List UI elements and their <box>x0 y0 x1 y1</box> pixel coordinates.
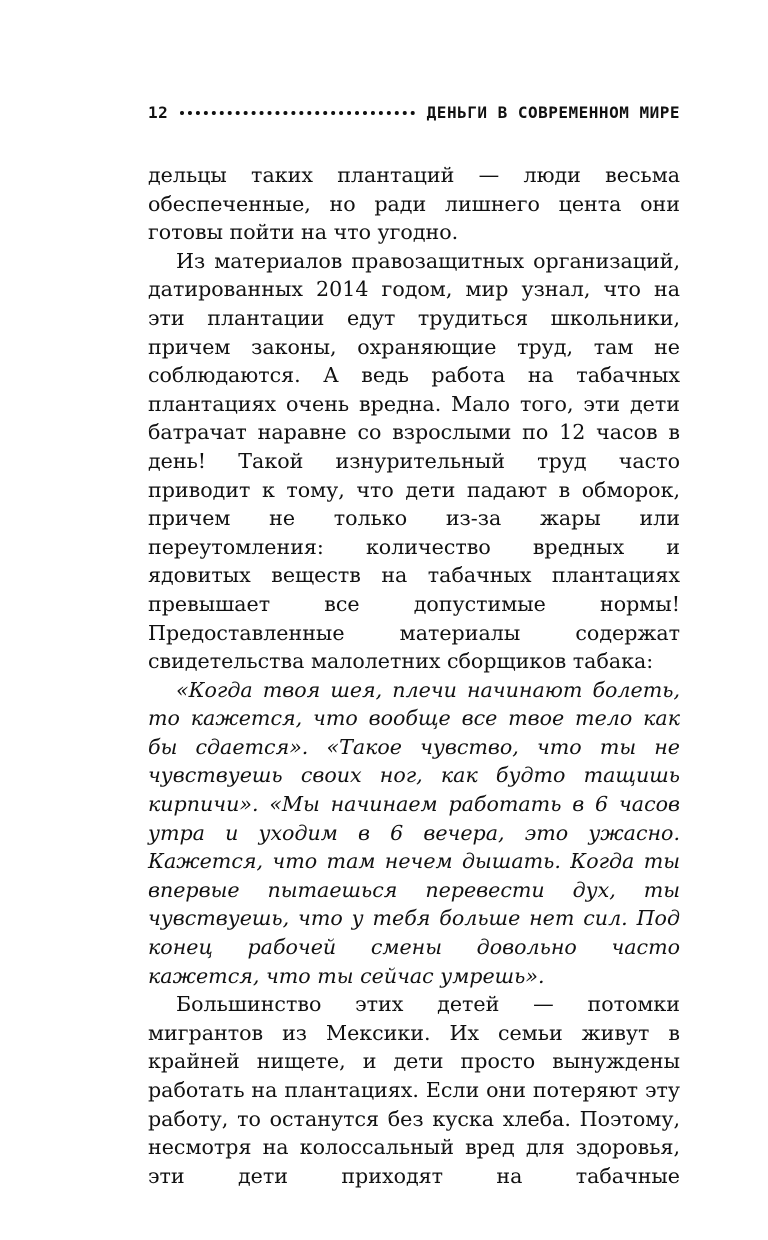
page-number: 12 <box>148 103 169 122</box>
paragraph: Из материалов правозащитных организаций, датированных 2014 годом, мир узнал, что на эти плантации едут трудиться школьники, причем законы, охраняющие труд, там не соблюдаются. А ведь работа на табачных плантациях очень вредна. Мало того, эти дети батрачат наравне со взрослыми по 12 часов в день! Такой изнурительный труд часто приводит к тому, что дети падают в обморок, причем не только из-за жары или переутомления: количество вредных и ядовитых веществ на табачных плантациях превышает все допустимые нормы! Предоставленные материалы содержат свидетельства малолетних сборщиков табака: <box>148 248 680 674</box>
running-header <box>148 103 680 122</box>
running-title: ДЕНЬГИ В СОВРЕМЕННОМ МИРЕ <box>426 103 680 122</box>
paragraph-continued: дельцы таких плантаций — люди весьма обеспеченные, но ради лишнего цента они готовы пойти на что угодно. <box>148 163 680 245</box>
paragraph: Большинство этих детей — потомки мигрантов из Мексики. Их семьи живут в крайней нищете, и дети просто вынуждены работать на плантациях. Если они потеряют эту работу, то останутся без куска хлеба. Поэтому, несмотря на колоссальный вред для здоровья, эти дети приходят на табачные <box>148 992 680 1188</box>
leader-dots <box>180 111 414 115</box>
quote-paragraph: «Когда твоя шея, плечи начинают болеть, то кажется, что вообще все твое тело как бы сдается». «Такое чувство, что ты не чувствуешь своих ног, как будто тащишь кирпичи». «Мы начинаем работать в 6 часов утра и уходим в 6 вечера, это ужасно. Кажется, что там нечем дышать. Когда ты впервые пытаешься перевести дух, ты чувствуешь, что у тебя больше нет сил. Под конец рабочей смены довольно часто кажется, что ты сейчас умрешь». <box>148 677 680 988</box>
page-body <box>148 161 680 1190</box>
